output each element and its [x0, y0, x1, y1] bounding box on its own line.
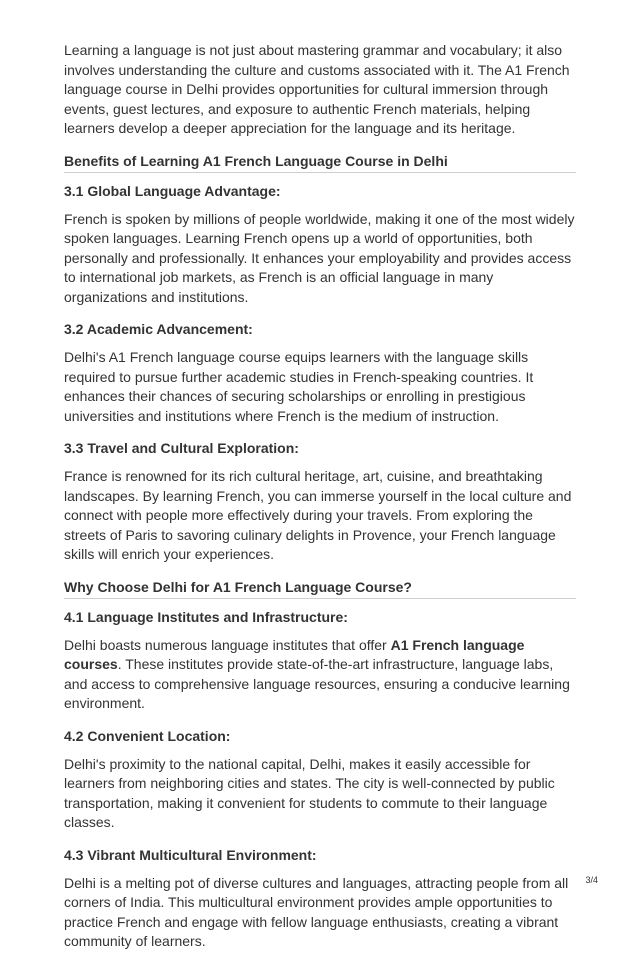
section-3-3-title: 3.3 Travel and Cultural Exploration:: [64, 440, 299, 456]
section-4-1-body: [64, 636, 576, 714]
section-3-2-body: Delhi's A1 French language course equips learners with the language skills required to pursue further academic studies in French-speaking countries. It enhances their chances of securing scholarships or enrolling in prestigious universities and institutions where French is the medium of instruction.: [64, 349, 534, 424]
section-4-1-title: 4.1 Language Institutes and Infrastructure:: [64, 608, 348, 625]
document-page: [64, 41, 576, 965]
section-3-3-body: France is renowned for its rich cultural heritage, art, cuisine, and breathtaking landscapes. By learning French, you can immerse yourself in the local culture and connect with people more effectively during your travels. From exploring the streets of Paris to savoring culinary delights in Provence, your French language skills will enrich your experiences.: [64, 468, 572, 562]
section-3-1-title: 3.1 Global Language Advantage:: [64, 182, 281, 199]
section-4-1-body-pre: Delhi boasts numerous language institutes that offer: [64, 636, 391, 653]
intro-paragraph: Learning a language is not just about mastering grammar and vocabulary; it also involves understanding the culture and customs associated with it. The A1 French language course in Delhi provides opportunities for cultural immersion through events, guest lectures, and exposure to authentic French materials, helping learners develop a deeper appreciation for the language and its heritage.: [64, 42, 570, 136]
why-heading: Why Choose Delhi for A1 French Language Course?: [64, 578, 576, 599]
a1-french-courses-link-text: A1 French language courses: [64, 636, 525, 672]
section-4-2-title: 4.2 Convenient Location:: [64, 727, 231, 744]
section-4-2-body: Delhi's proximity to the national capital, Delhi, makes it easily accessible for learners from neighboring cities and states. The city is well-connected by public transportation, making it convenient for students to commute to their language classes.: [64, 755, 555, 830]
section-4-3-title: 4.3 Vibrant Multicultural Environment:: [64, 846, 317, 863]
section-3-2-title: 3.2 Academic Advancement:: [64, 321, 253, 337]
page-number: 3/4: [585, 875, 598, 885]
section-3-1-body: French is spoken by millions of people worldwide, making it one of the most widely spoken languages. Learning French opens up a world of opportunities, both personally and professionally. It enhances your employability and provides access to international job markets, as French is an official language in many organizations and institutions.: [64, 210, 575, 305]
section-4-1-body-post: . These institutes provide state-of-the-art infrastructure, language labs, and access to comprehensive language resources, ensuring a conducive learning environment.: [64, 656, 570, 711]
benefits-heading: Benefits of Learning A1 French Language Course in Delhi: [64, 152, 576, 173]
section-4-3-body: Delhi is a melting pot of diverse cultures and languages, attracting people from all corners of India. This multicultural environment provides ample opportunities to practice French and engage with fellow language enthusiasts, creating a vibrant community of learners.: [64, 874, 569, 949]
